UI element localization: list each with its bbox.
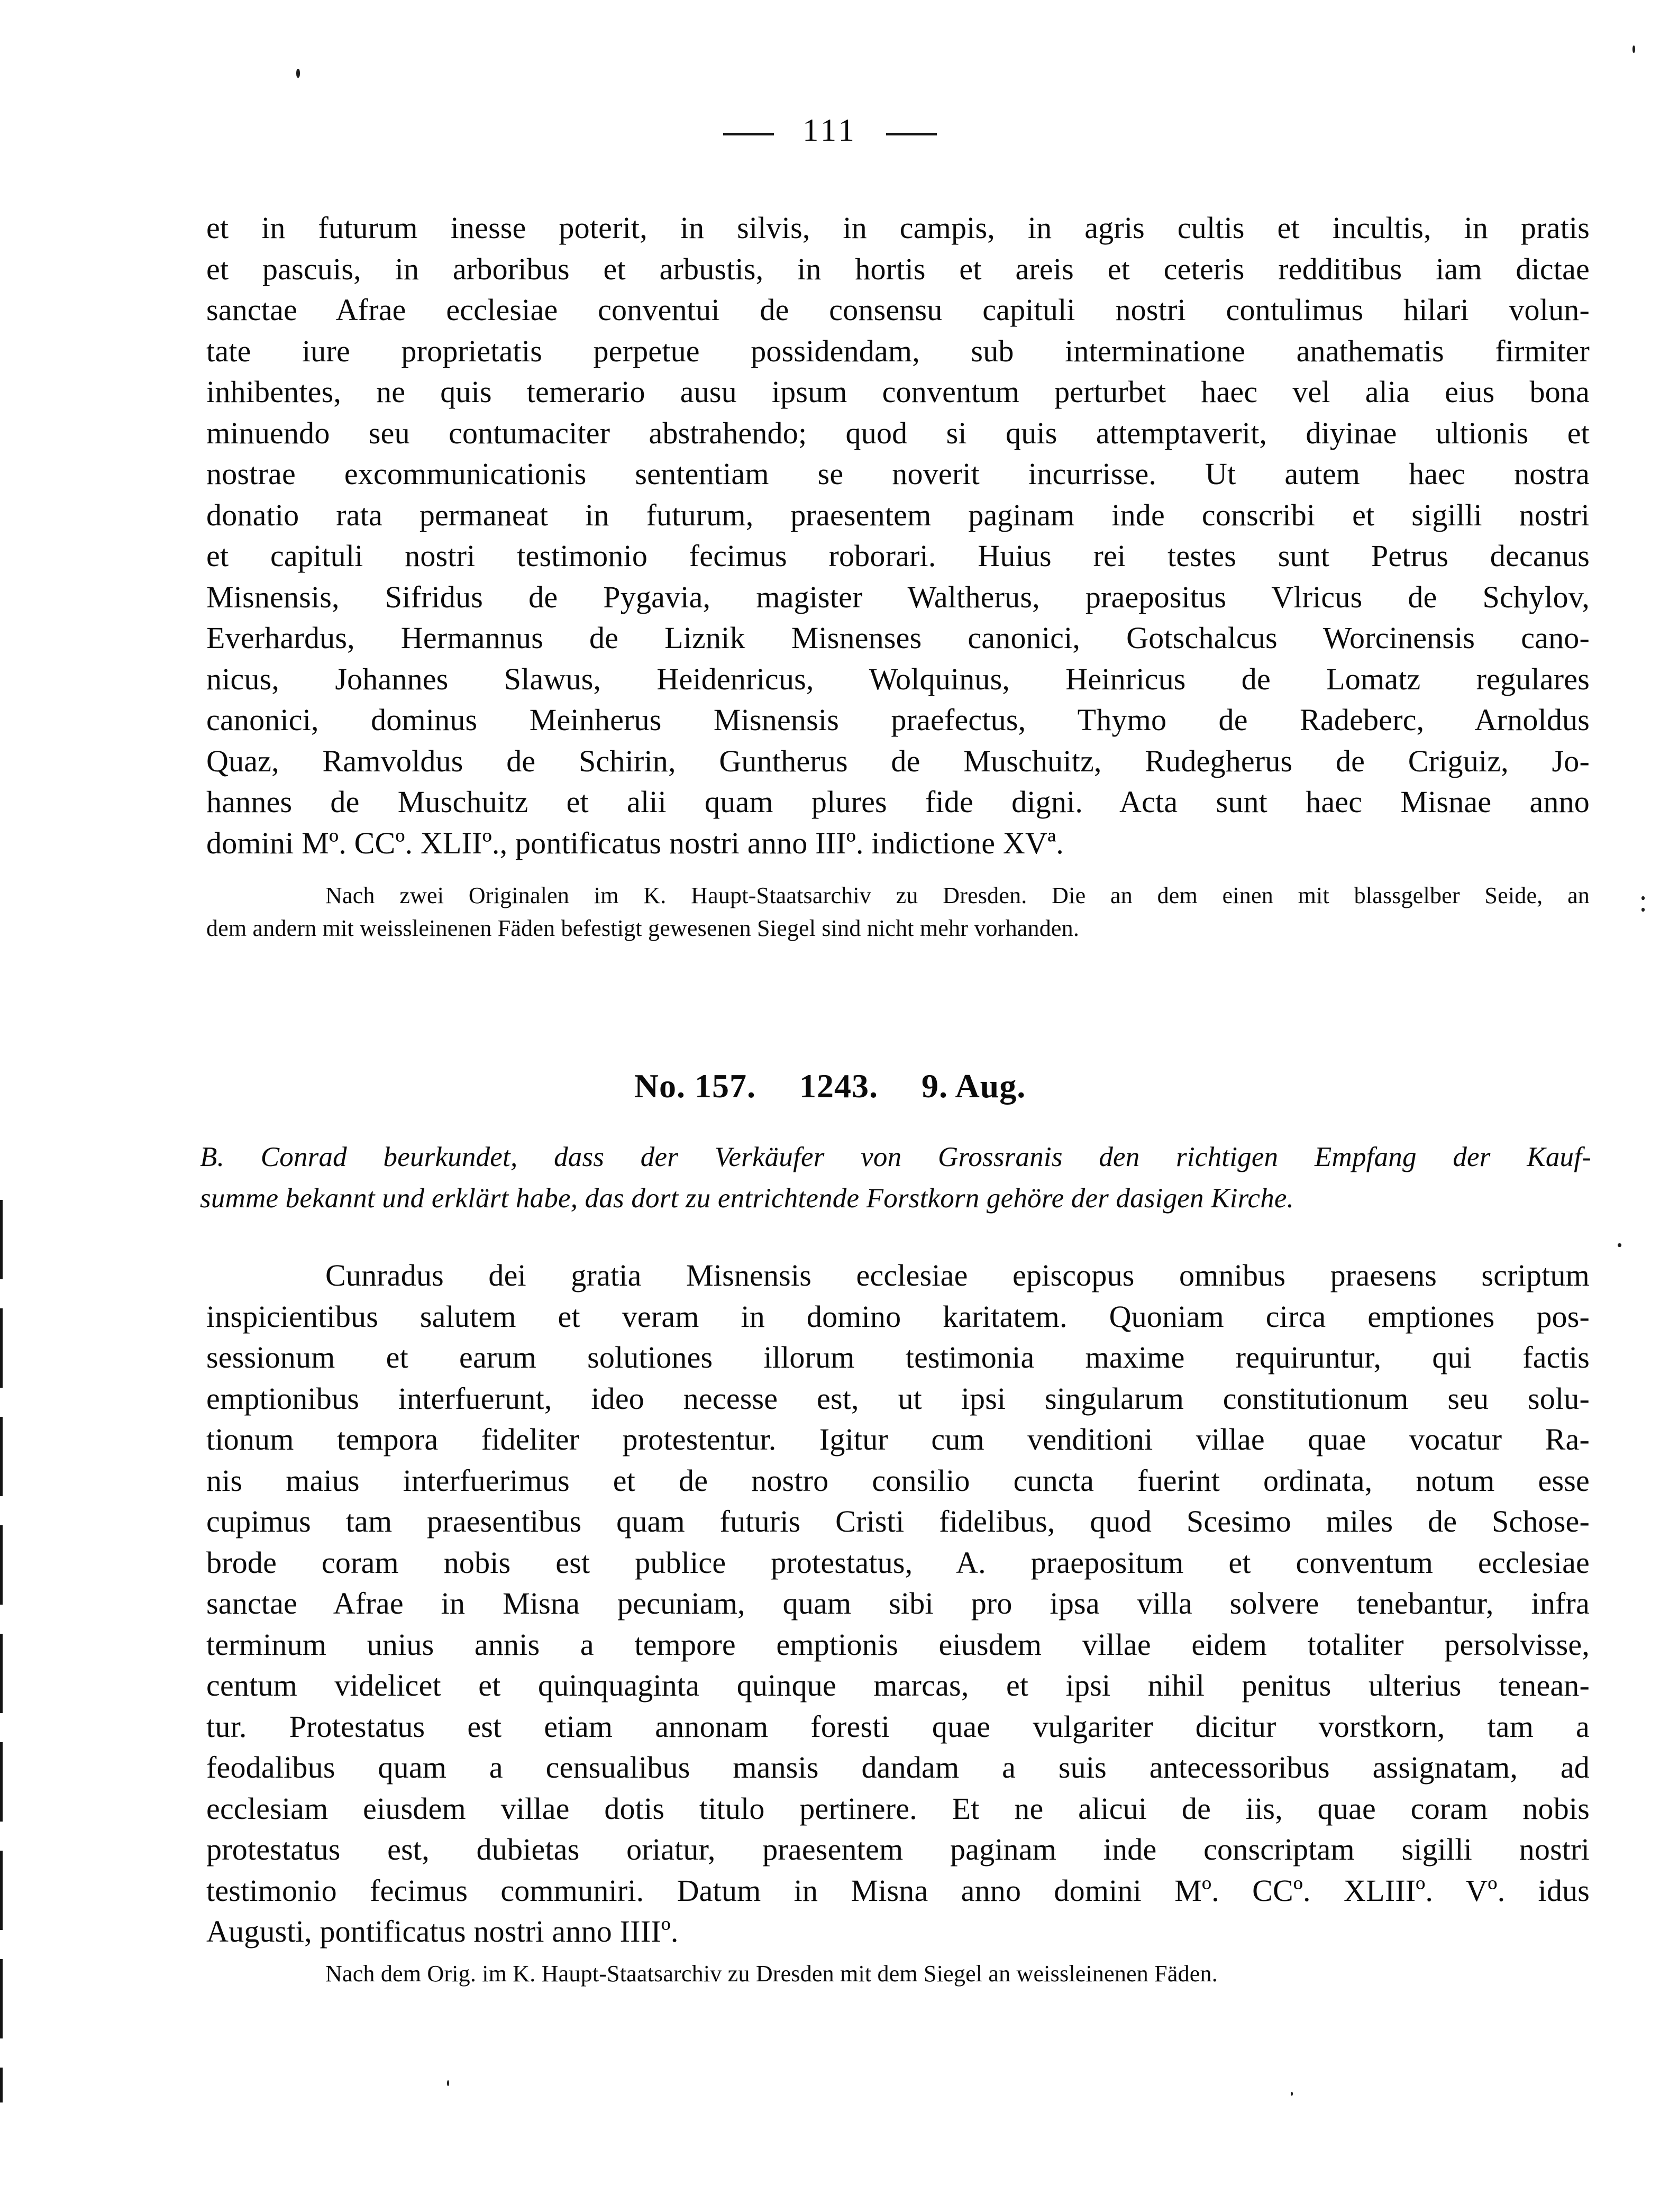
text-line: et pascuis, in arboribus et arbustis, in hortis et areis et ceteris redditibus iam dictae — [206, 251, 1590, 286]
text-line: Misnensis, Sifridus de Pygavia, magister Waltherus, praepositus Vlricus de Schylov, — [206, 579, 1590, 614]
text-line: inhibentes, ne quis temerario ausu ipsum conventum perturbet haec vel alia eius bona — [206, 375, 1590, 409]
text-line: hannes de Muschuitz et alii quam plures fide digni. Acta sunt haec Misnae anno — [206, 785, 1590, 819]
charter-text-no157 — [206, 1255, 1590, 1952]
text-line: dem andern mit weissleinenen Fäden befestigt gewesenen Siegel sind nicht mehr vorhanden. — [206, 915, 1080, 941]
scan-speck — [1641, 896, 1645, 900]
text-line: Cunradus dei gratia Misnensis ecclesiae episcopus omnibus praesens scriptum — [325, 1258, 1590, 1292]
text-line: nostrae excommunicationis sententiam se noverit incurrisse. Ut autem haec nostra — [206, 457, 1590, 491]
page-rule-right — [886, 133, 937, 135]
charter-heading: No. 157. 1243. 9. Aug. — [634, 1067, 1026, 1105]
text-line: nis maius interfuerimus et de nostro consilio cuncta fuerint ordinata, notum esse — [206, 1463, 1590, 1498]
scan-edge-artifact — [0, 1200, 3, 2102]
text-line: et in futurum inesse poterit, in silvis, in campis, in agris cultis et incultis, in pratis — [206, 211, 1590, 245]
text-line: et capituli nostri testimonio fecimus roborari. Huius rei testes sunt Petrus decanus — [206, 539, 1590, 573]
text-line: Nach zwei Originalen im K. Haupt-Staatsarchiv zu Dresden. Die an dem einen mit blassgelber Seide, an — [325, 882, 1590, 908]
text-line: minuendo seu contumaciter abstrahendo; quod si quis attemptaverit, diyinae ultionis et — [206, 415, 1590, 450]
page-rule-left — [723, 133, 774, 135]
text-line: sanctae Afrae ecclesiae conventui de consensu capituli nostri contulimus hilari volun- — [206, 293, 1590, 327]
text-line: tionum tempora fideliter protestentur. Igitur cum venditioni villae quae vocatur Ra- — [206, 1422, 1590, 1457]
scan-speck — [1641, 908, 1645, 912]
charter-text-continuation — [206, 207, 1590, 863]
text-line: testimonio fecimus communiri. Datum in Misna anno domini Mº. CCº. XLIIIº. Vº. idus — [206, 1873, 1590, 1908]
page-header — [0, 112, 1660, 149]
archival-note-previous-charter — [206, 879, 1590, 945]
text-line: terminum unius annis a tempore emptionis eiusdem villae eidem totaliter persolvisse, — [206, 1627, 1590, 1662]
text-line: inspicientibus salutem et veram in domino karitatem. Quoniam circa emptiones pos- — [206, 1299, 1590, 1334]
text-line: centum videlicet et quinquaginta quinque marcas, et ipsi nihil penitus ulterius tenean- — [206, 1668, 1590, 1703]
text-line: tate iure proprietatis perpetue possidendam, sub interminatione anathematis firmiter — [206, 333, 1590, 368]
text-line: donatio rata permaneat in futurum, praesentem paginam inde conscribi et sigilli nostri — [206, 497, 1590, 532]
scan-speck — [296, 69, 300, 78]
text-line: protestatus est, dubietas oriatur, praesentem paginam inde conscriptam sigilli nostri — [206, 1832, 1590, 1867]
scan-speck — [1291, 2092, 1293, 2096]
scan-speck — [1632, 45, 1635, 53]
text-line: nicus, Johannes Slawus, Heidenricus, Wolquinus, Heinricus de Lomatz regulares — [206, 661, 1590, 696]
page-number: 111 — [802, 113, 858, 148]
scan-speck — [1618, 1243, 1621, 1247]
text-line: Augusti, pontificatus nostri anno IIIIº. — [206, 1914, 679, 1949]
archival-note-no157 — [206, 1958, 1590, 1990]
text-line: summe bekannt und erklärt habe, das dort zu entrichtende Forstkorn gehöre der dasigen Kirche. — [200, 1183, 1294, 1214]
text-line: sessionum et earum solutiones illorum testimonia maxime requiruntur, qui factis — [206, 1340, 1590, 1374]
text-line: feodalibus quam a censualibus mansis dandam a suis antecessoribus assignatam, ad — [206, 1750, 1590, 1785]
charter-regest — [200, 1136, 1591, 1219]
text-line: Quaz, Ramvoldus de Schirin, Guntherus de Muschuitz, Rudegherus de Criguiz, Jo- — [206, 743, 1590, 778]
text-line: domini Mº. CCº. XLIIº., pontificatus nostri anno IIIº. indictione XVª. — [206, 825, 1064, 860]
text-line: tur. Protestatus est etiam annonam foresti quae vulgariter dicitur vorstkorn, tam a — [206, 1709, 1590, 1744]
text-line: sanctae Afrae in Misna pecuniam, quam sibi pro ipsa villa solvere tenebantur, infra — [206, 1586, 1590, 1621]
text-line: Nach dem Orig. im K. Haupt-Staatsarchiv zu Dresden mit dem Siegel an weissleinenen Fäden. — [325, 1961, 1218, 1987]
scan-speck — [447, 2080, 449, 2086]
text-line: canonici, dominus Meinherus Misnensis praefectus, Thymo de Radeberc, Arnoldus — [206, 703, 1590, 737]
text-line: ecclesiam eiusdem villae dotis titulo pertinere. Et ne alicui de iis, quae coram nobis — [206, 1791, 1590, 1826]
text-line: emptionibus interfuerunt, ideo necesse est, ut ipsi singularum constitutionum seu solu- — [206, 1381, 1590, 1416]
text-line: Everhardus, Hermannus de Liznik Misnenses canonici, Gotschalcus Worcinensis cano- — [206, 621, 1590, 655]
text-line: brode coram nobis est publice protestatus, A. praepositum et conventum ecclesiae — [206, 1545, 1590, 1580]
text-line: B. Conrad beurkundet, dass der Verkäufer von Grossranis den richtigen Empfang der Kauf- — [200, 1142, 1591, 1172]
text-line: cupimus tam praesentibus quam futuris Cristi fidelibus, quod Scesimo miles de Schose- — [206, 1504, 1590, 1539]
